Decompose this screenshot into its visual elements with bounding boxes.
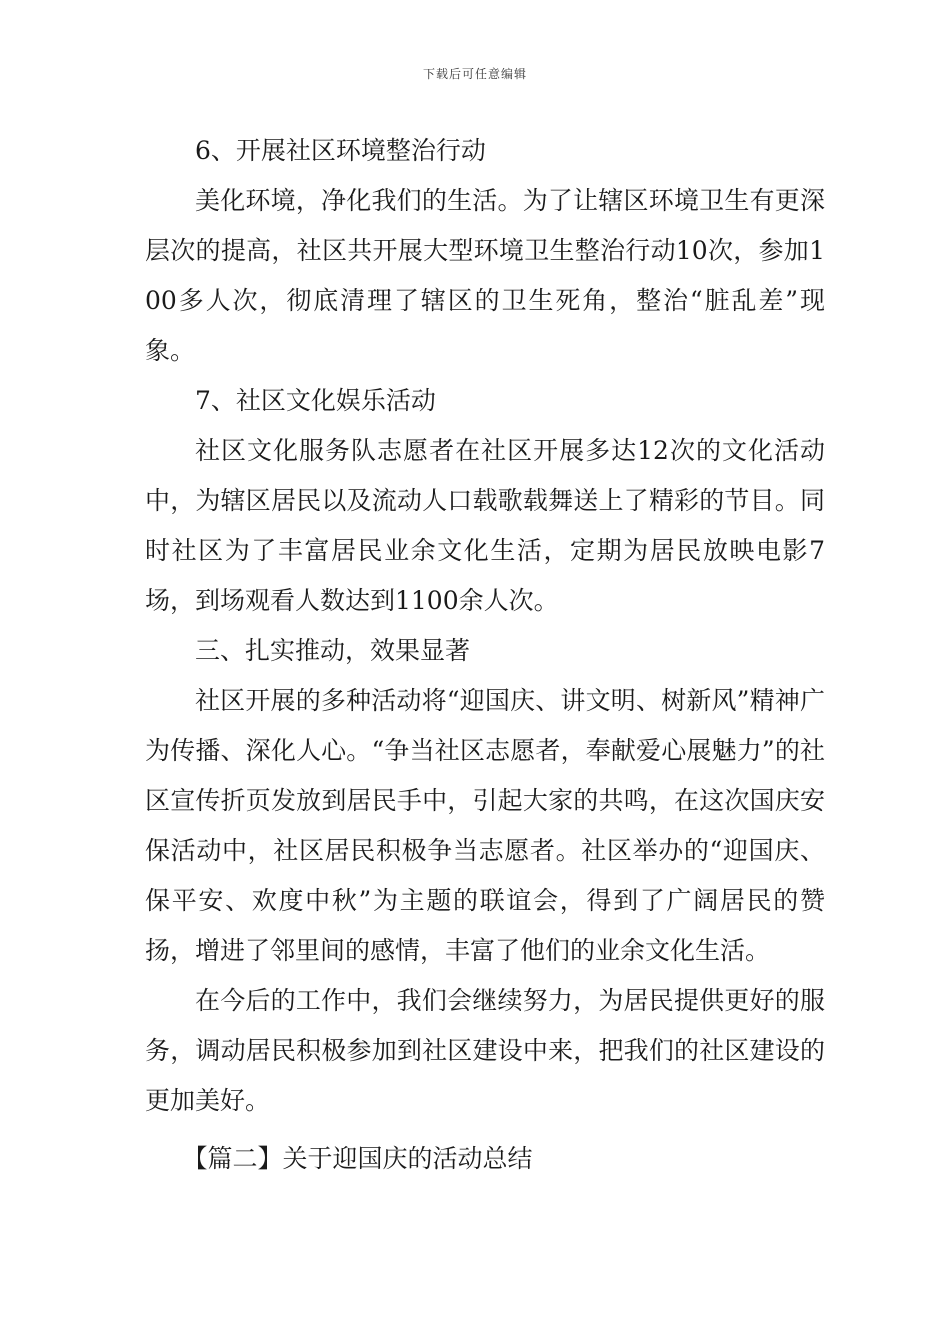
document-body [145,126,825,1184]
paragraph-3a: 社区开展的多种活动将“迎国庆、讲文明、树新风”精神广为传播、深化人心。“争当社区志愿者，奉献爱心展魅力”的社区宣传折页发放到居民手中，引起大家的共鸣，在这次国庆安保活动中，社区居民积极争当志愿者。社区举办的“迎国庆、保平安、欢度中秋”为主题的联谊会，得到了广阔居民的赞扬，增进了邻里间的感情，丰富了他们的业余文化生活。 [145,686,825,965]
heading-3: 三、扎实推动，效果显著 [195,636,471,665]
heading-6: 6、开展社区环境整治行动 [195,136,486,165]
heading-7: 7、社区文化娱乐活动 [195,386,436,415]
paragraph-7: 社区文化服务队志愿者在社区开展多达12次的文化活动中，为辖区居民以及流动人口载歌载舞送上了精彩的节目。同时社区为了丰富居民业余文化生活，定期为居民放映电影7场，到场观看人数达到1100余人次。 [145,436,825,615]
paragraph-6: 美化环境，净化我们的生活。为了让辖区环境卫生有更深层次的提高，社区共开展大型环境卫生整治行动10次，参加100多人次，彻底清理了辖区的卫生死角，整治“脏乱差”现象。 [145,186,825,365]
section-title: 【篇二】关于迎国庆的活动总结 [182,1144,533,1173]
paragraph-3b: 在今后的工作中，我们会继续努力，为居民提供更好的服务，调动居民积极参加到社区建设中来，把我们的社区建设的更加美好。 [145,986,825,1115]
header-note: 下载后可任意编辑 [422,67,527,81]
